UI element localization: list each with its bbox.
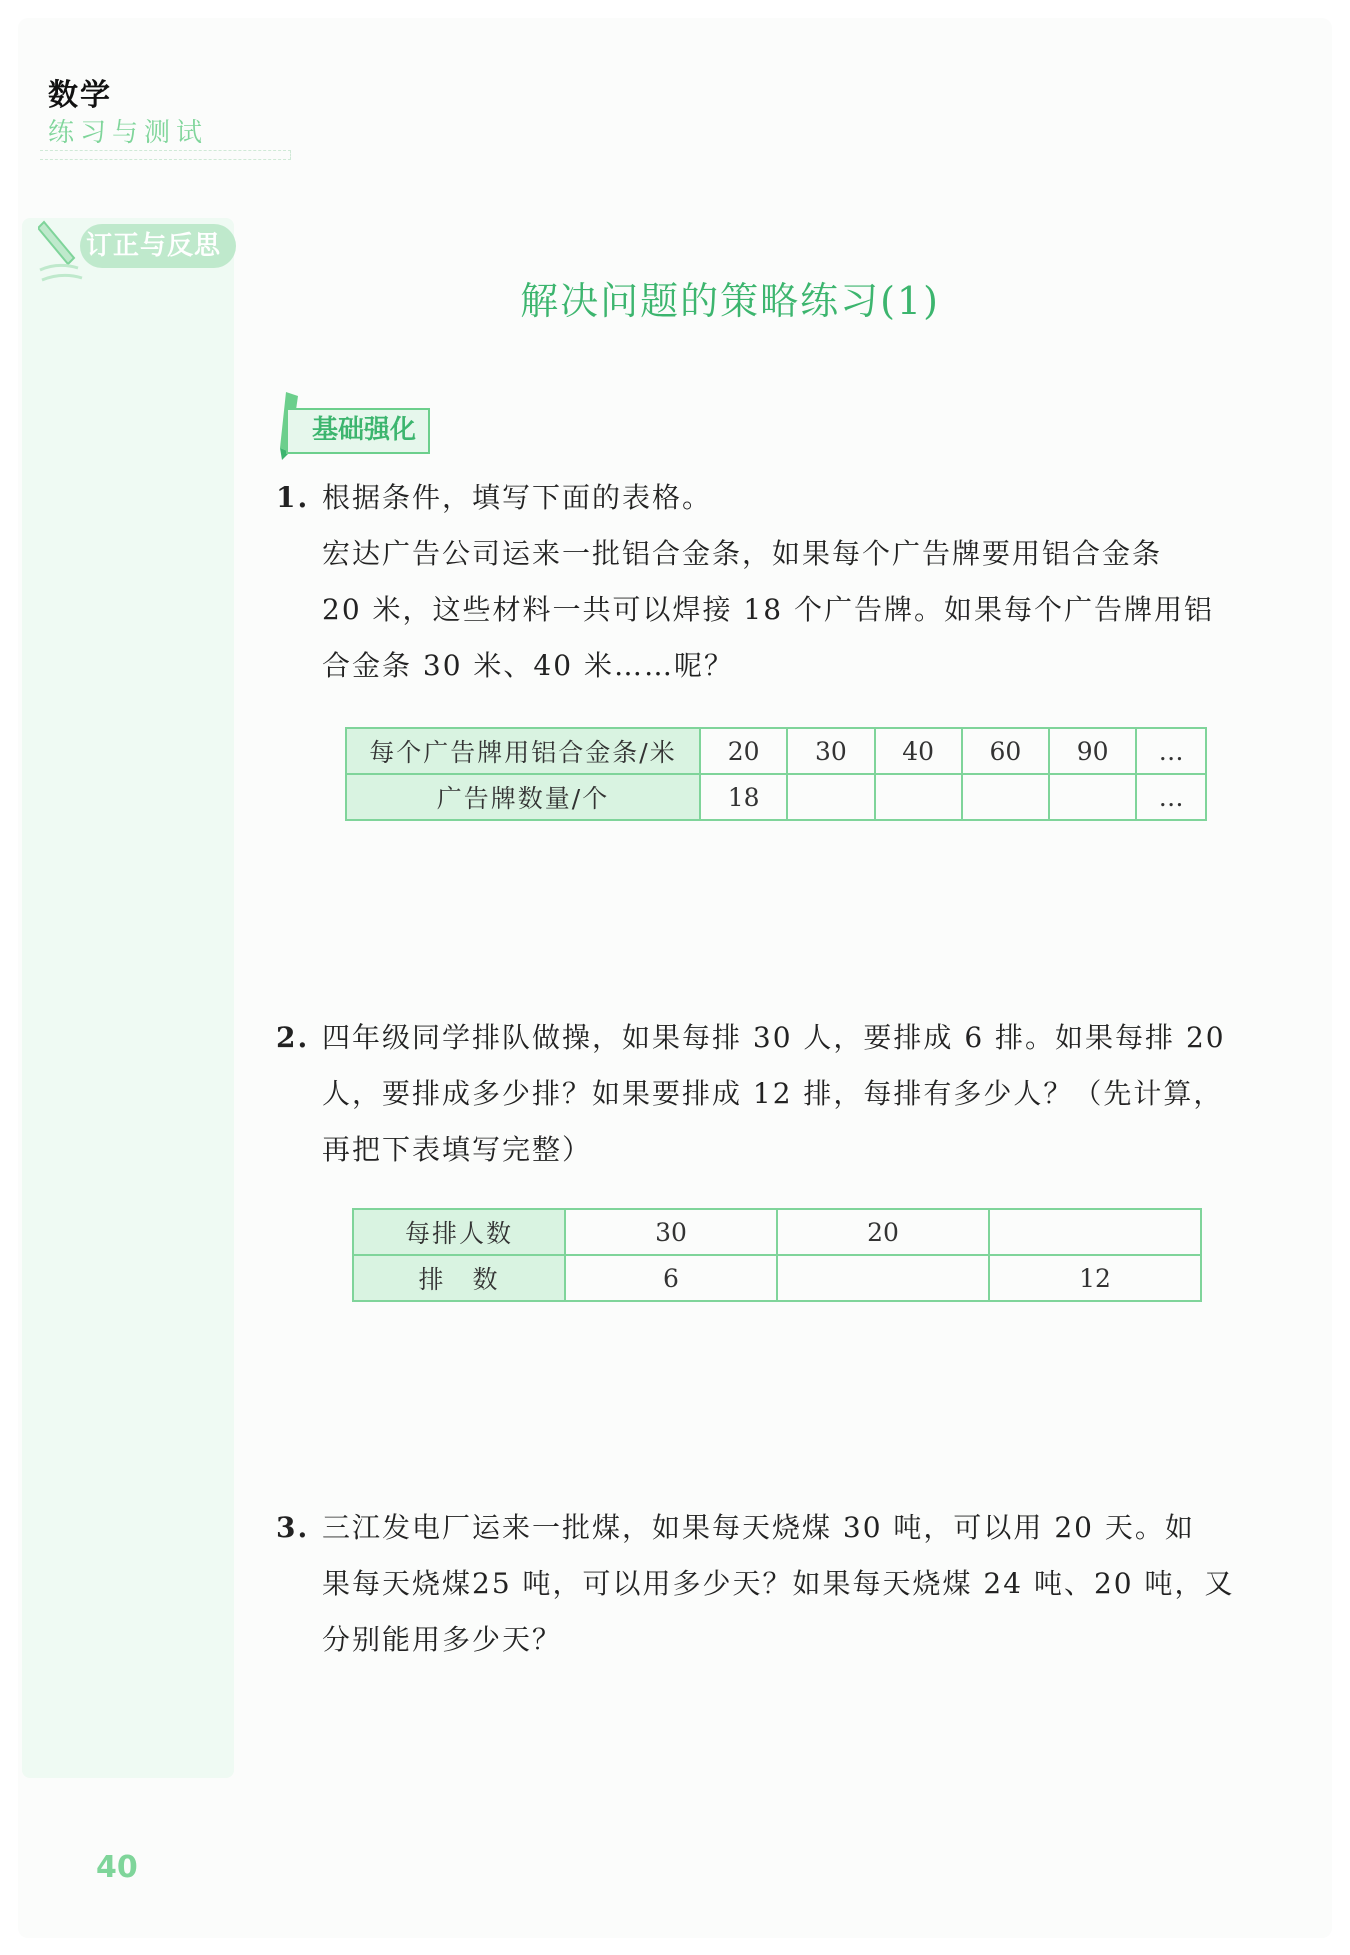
book-subtitle: 练习与测试 [48, 118, 209, 148]
question-line: 分别能用多少天？ [322, 1623, 563, 1656]
table-cell: 60 [962, 728, 1049, 774]
question-line: 人，要排成多少排？如果要排成 12 排，每排有多少人？（先计算， [322, 1077, 1224, 1110]
table-cell: 18 [700, 774, 787, 820]
table-cell: 30 [787, 728, 874, 774]
correction-sidebar [22, 218, 234, 1778]
question-line: 四年级同学排队做操，如果每排 30 人，要排成 6 排。如果每排 20 [322, 1021, 1226, 1054]
aluminum-table [345, 727, 1207, 821]
table-cell: 90 [1049, 728, 1136, 774]
row-header: 广告牌数量/个 [346, 774, 700, 820]
question-line: 合金条 30 米、40 米……呢？ [322, 649, 734, 682]
question-1 [276, 470, 1236, 694]
row-header: 每个广告牌用铝合金条/米 [346, 728, 700, 774]
table-row [353, 1255, 1201, 1301]
question-3 [276, 1500, 1236, 1668]
question-line: 宏达广告公司运来一批铝合金条，如果每个广告牌要用铝合金条 [322, 537, 1163, 570]
question-2 [276, 1010, 1236, 1178]
question-number: 2. [276, 1021, 310, 1054]
row-header: 排 数 [353, 1255, 565, 1301]
answer-cell[interactable] [989, 1209, 1201, 1255]
row-header: 每排人数 [353, 1209, 565, 1255]
page-title: 解决问题的策略练习(1) [520, 279, 940, 323]
header-divider [40, 150, 291, 160]
answer-cell[interactable] [962, 774, 1049, 820]
table-cell: 6 [565, 1255, 777, 1301]
table-cell: 20 [700, 728, 787, 774]
table-cell: 20 [777, 1209, 989, 1255]
table-row [346, 774, 1206, 820]
table-cell: 30 [565, 1209, 777, 1255]
answer-cell[interactable] [875, 774, 962, 820]
answer-cell[interactable] [777, 1255, 989, 1301]
subject-label: 数学 [48, 78, 112, 113]
section-badge: 基础强化 [286, 408, 430, 454]
table-cell: … [1136, 774, 1206, 820]
question-line: 20 米，这些材料一共可以焊接 18 个广告牌。如果每个广告牌用铝 [322, 593, 1214, 626]
table-cell: … [1136, 728, 1206, 774]
table-row [346, 728, 1206, 774]
question-number: 3. [276, 1511, 310, 1544]
page-number: 40 [96, 1850, 138, 1885]
table-cell: 40 [875, 728, 962, 774]
question-line: 三江发电厂运来一批煤，如果每天烧煤 30 吨，可以用 20 天。如 [322, 1511, 1195, 1544]
question-line: 再把下表填写完整） [322, 1133, 593, 1166]
question-line: 根据条件，填写下面的表格。 [322, 481, 713, 514]
lineup-table [352, 1208, 1202, 1302]
question-line: 果每天烧煤25 吨，可以用多少天？如果每天烧煤 24 吨、20 吨，又 [322, 1567, 1235, 1600]
answer-cell[interactable] [787, 774, 874, 820]
table-row [353, 1209, 1201, 1255]
sidebar-tag: 订正与反思 [80, 224, 236, 268]
question-number: 1. [276, 481, 310, 514]
answer-cell[interactable] [1049, 774, 1136, 820]
table-cell: 12 [989, 1255, 1201, 1301]
